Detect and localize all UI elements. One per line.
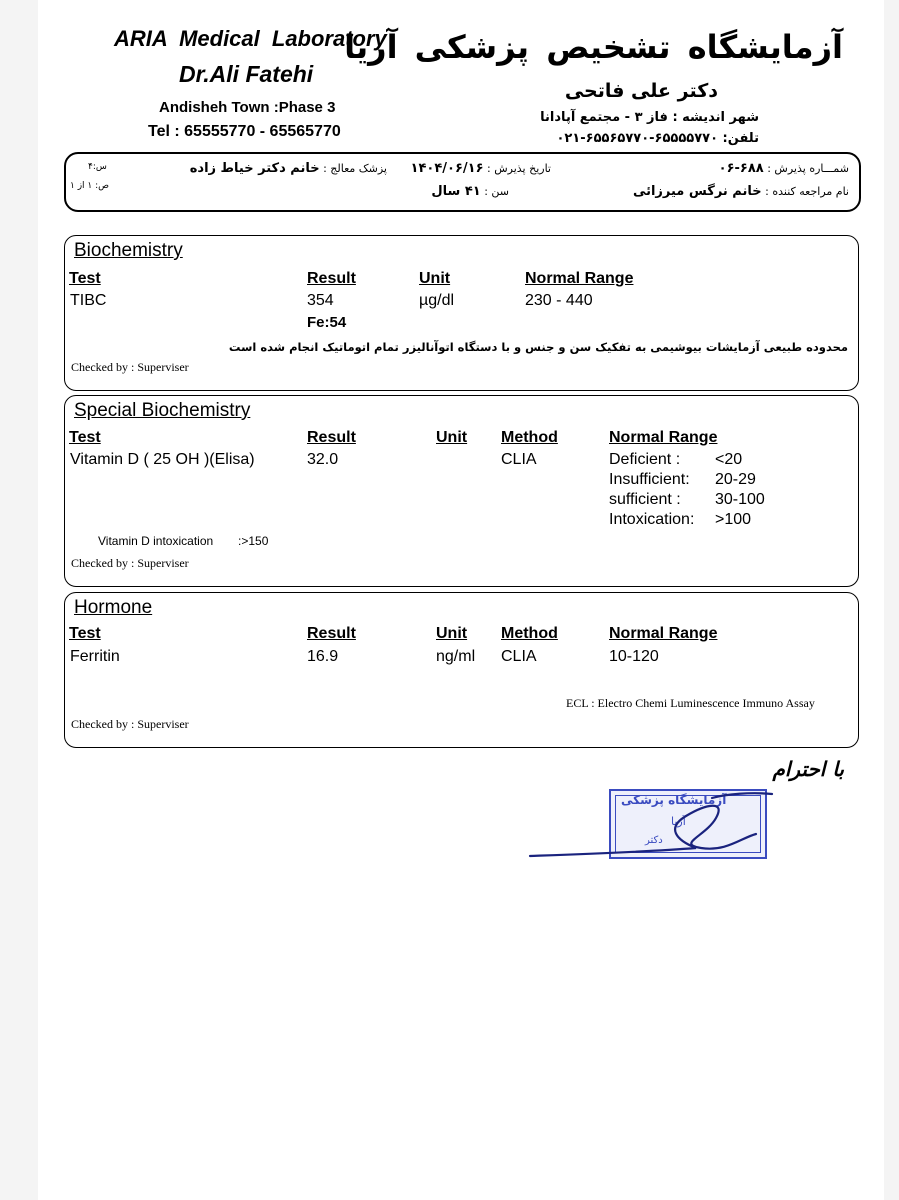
test-unit: µg/dl: [419, 292, 455, 309]
test-unit: ng/ml: [436, 648, 476, 665]
section-title: Biochemistry: [74, 240, 183, 261]
test-normal-range: 230 - 440: [525, 292, 593, 309]
hormone-section: [64, 592, 859, 748]
tel-fa: تلفن: ۶۵۵۵۵۷۷۰-۶۵۵۶۵۷۷۰-۰۲۱: [556, 131, 759, 146]
iron-value: Fe:54: [307, 314, 347, 331]
sheet-number: س:۴: [88, 162, 107, 172]
range-label: Deficient :: [609, 451, 681, 468]
stamp-line1: آزمایشگاه پزشکی: [621, 793, 727, 807]
header-unit: Unit: [436, 429, 468, 446]
test-result: 16.9: [307, 648, 339, 665]
referrer-label: نام مراجعه کننده :: [765, 185, 849, 198]
referrer-value: خانم نرگس میرزائی: [632, 184, 762, 199]
header-method: Method: [501, 625, 558, 642]
biochemistry-section: [64, 235, 859, 391]
address-fa: شهر اندیشه : فاز ۳ - مجتمع آپادانا: [540, 110, 759, 125]
header-test: Test: [69, 429, 101, 446]
address-en: Andisheh Town :Phase 3: [159, 99, 336, 116]
tel-en: Tel : 65555770 - 65565770: [148, 123, 341, 140]
stamp-line3: دکتر: [645, 835, 663, 846]
section-title: Special Biochemistry: [74, 400, 251, 421]
date-label: تاریخ پذیرش :: [487, 162, 551, 175]
range-label: Insufficient:: [609, 471, 690, 488]
test-name: TIBC: [70, 292, 107, 309]
lab-name-fa: آزمایشگاه تشخیص پزشکی آریا: [344, 28, 843, 66]
reception-date: [411, 161, 551, 176]
checked-by: Checked by : Superviser: [71, 717, 189, 731]
intoxication-value: :>150: [238, 534, 269, 548]
header-result: Result: [307, 270, 356, 287]
range-value: 30-100: [715, 491, 765, 508]
range-label: sufficient :: [609, 491, 681, 508]
reception-number: [719, 161, 849, 176]
test-method: CLIA: [501, 648, 537, 665]
age-label: سن :: [484, 185, 509, 198]
header-normal-range: Normal Range: [609, 429, 718, 446]
header-result: Result: [307, 625, 356, 642]
header-unit: Unit: [436, 625, 468, 642]
special-biochemistry-section: [64, 395, 859, 587]
report-page: [38, 0, 884, 1200]
physician-label: پزشک معالج :: [323, 162, 387, 175]
ecl-note: ECL : Electro Chemi Luminescence Immuno Assay: [566, 696, 815, 710]
test-method: CLIA: [501, 451, 537, 468]
header-test: Test: [69, 270, 101, 287]
checked-by: Checked by : Superviser: [71, 556, 189, 570]
physician: [190, 161, 387, 176]
range-value: 20-29: [715, 471, 756, 488]
test-name: Vitamin D ( 25 OH )(Elisa): [70, 451, 255, 468]
header-test: Test: [69, 625, 101, 642]
section-title: Hormone: [74, 597, 153, 618]
test-normal-range: 10-120: [609, 648, 659, 665]
checked-by: Checked by : Superviser: [71, 360, 189, 374]
patient-info-box: [64, 152, 861, 212]
biochemistry-note-fa: محدوده طبیعی آزمایشات بیوشیمی به تفکیک سن و جنس و با دستگاه اتوآنالیزر تمام اتوماتیک انجام شده است: [228, 340, 848, 354]
patient-age: [431, 184, 509, 199]
range-value: <20: [715, 451, 743, 468]
stamp-line2: آریا: [671, 815, 686, 828]
header-normal-range: Normal Range: [525, 270, 634, 287]
range-value: >100: [715, 511, 752, 528]
reception-value: ۶۸۸-۰۶: [718, 161, 764, 176]
header-result: Result: [307, 429, 356, 446]
range-label: Intoxication:: [609, 511, 695, 528]
reception-label: شمـــاره پذیرش :: [767, 162, 849, 175]
lab-name-en: ARIA Medical Laboratory: [114, 26, 387, 51]
test-name: Ferritin: [70, 648, 120, 665]
header-method: Method: [501, 429, 558, 446]
regards-text: با احترام: [772, 757, 844, 781]
doctor-name-fa: دکتر علی فاتحی: [564, 80, 718, 102]
age-value: ۴۱ سال: [431, 184, 481, 199]
doctor-name-en: Dr.Ali Fatehi: [179, 61, 314, 87]
header-unit: Unit: [419, 270, 451, 287]
header-normal-range: Normal Range: [609, 625, 718, 642]
referrer: [633, 184, 849, 199]
page-number: ص: ۱ از ۱: [70, 181, 110, 191]
test-result: 32.0: [307, 451, 339, 468]
test-result: 354: [307, 292, 334, 309]
date-value: ۱۴۰۴/۰۶/۱۶: [410, 161, 484, 176]
physician-value: خانم دکتر خیاط زاده: [189, 161, 320, 176]
signature: [526, 788, 778, 863]
intoxication-label: Vitamin D intoxication: [98, 534, 214, 548]
